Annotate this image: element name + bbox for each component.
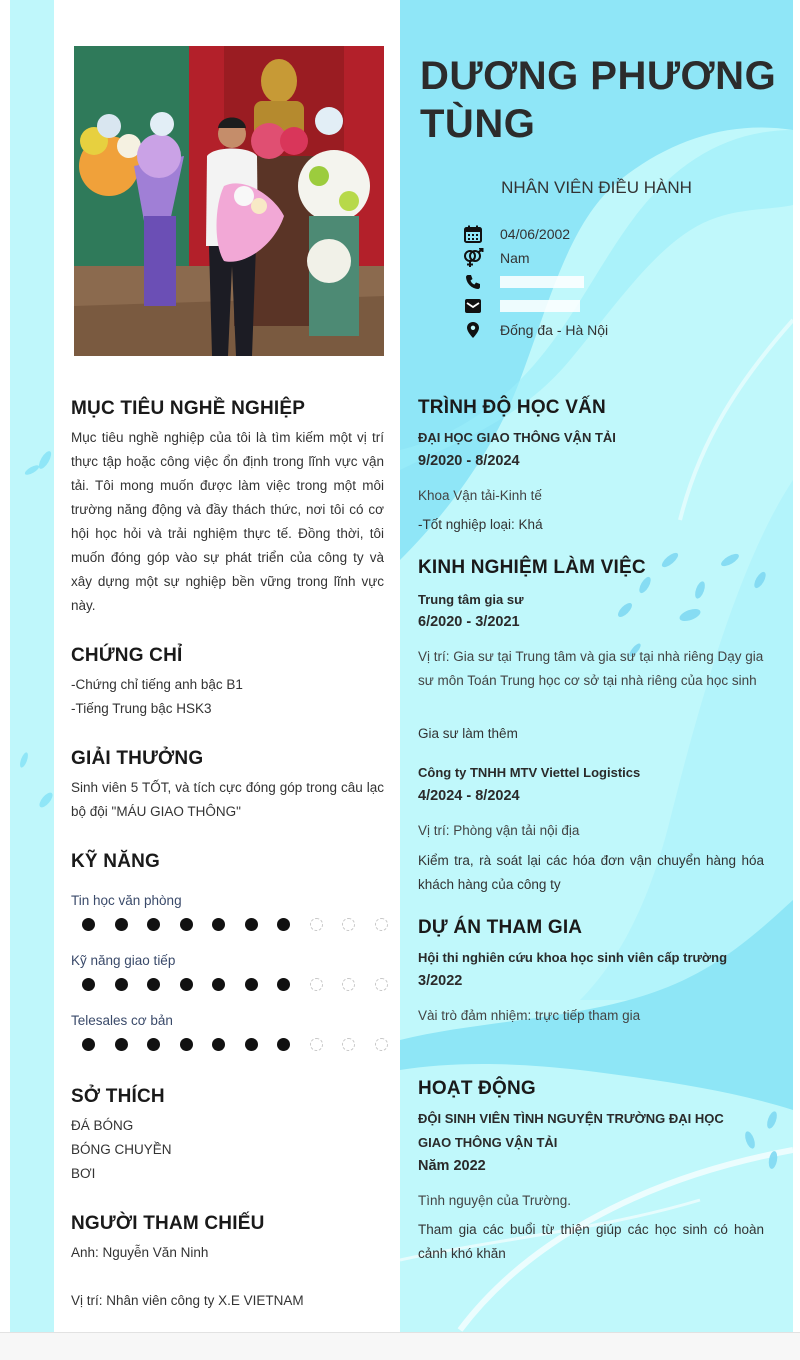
address-value: Đống đa - Hà Nội: [500, 322, 609, 338]
gender-row: [462, 246, 608, 270]
skill-dot-empty: [342, 1038, 355, 1051]
activities-title: HOẠT ĐỘNG: [418, 1078, 536, 1099]
skill-dot-filled: [115, 1038, 128, 1051]
profile-photo: [74, 46, 384, 356]
email-redacted: [500, 300, 580, 312]
skills-title: KỸ NĂNG: [71, 851, 161, 872]
project-period: 3/2022: [418, 973, 463, 989]
hobby-item: BƠI: [71, 1166, 96, 1181]
hobbies-title: SỞ THÍCH: [71, 1086, 165, 1107]
calendar-icon: [462, 224, 484, 244]
skill-dot-filled: [147, 918, 160, 931]
name-line-1: DƯƠNG PHƯƠNG: [420, 54, 777, 98]
address-row: [462, 318, 608, 342]
email-row: [462, 294, 608, 318]
skill-dot-filled: [82, 978, 95, 991]
activity-role: Tình nguyện của Trường.: [418, 1193, 571, 1208]
objective-title: MỤC TIÊU NGHỀ NGHIỆP: [71, 398, 306, 419]
skill-dot-filled: [147, 978, 160, 991]
skill-dot-empty: [342, 918, 355, 931]
experience-role: Vị trí: Phòng vận tải nội địa: [418, 823, 580, 838]
location-pin-icon: [462, 320, 484, 340]
reference-name: Anh: Nguyễn Văn Ninh: [71, 1245, 209, 1260]
education-period: 9/2020 - 8/2024: [418, 453, 520, 469]
activity-org: GIAO THÔNG VẬN TẢI: [418, 1135, 558, 1150]
hobby-item: BÓNG CHUYỀN: [71, 1142, 172, 1157]
reference-title: NGƯỜI THAM CHIẾU: [71, 1213, 265, 1234]
experience-period: 6/2020 - 3/2021: [418, 614, 520, 630]
skill-dot-filled: [277, 918, 290, 931]
page-bottom-edge: [0, 1332, 800, 1360]
profile-photo-image: [74, 46, 384, 356]
certificate-item: -Tiếng Trung bậc HSK3: [71, 701, 212, 716]
skill-dot-empty: [310, 978, 323, 991]
phone-icon: [462, 272, 484, 292]
experience-period: 4/2024 - 8/2024: [418, 788, 520, 804]
gender-icon: [462, 248, 484, 268]
skill-dot-filled: [245, 918, 258, 931]
skill-dot-filled: [82, 1038, 95, 1051]
skill-dot-filled: [245, 1038, 258, 1051]
activity-period: Năm 2022: [418, 1158, 486, 1174]
email-icon: [462, 296, 484, 316]
birthday-value: 04/06/2002: [500, 226, 571, 242]
skill-dot-filled: [180, 918, 193, 931]
education-faculty: Khoa Vận tải-Kinh tế: [418, 488, 542, 503]
gender-value: Nam: [500, 250, 530, 266]
reference-position: Vị trí: Nhân viên công ty X.E VIETNAM: [71, 1293, 304, 1308]
skill-dot-filled: [180, 1038, 193, 1051]
certificate-item: -Chứng chỉ tiếng anh bậc B1: [71, 677, 243, 692]
skill-label: Tin học văn phòng: [71, 893, 182, 908]
skill-dot-empty: [375, 918, 388, 931]
education-title: TRÌNH ĐỘ HỌC VẤN: [418, 397, 606, 418]
hobby-item: ĐÁ BÓNG: [71, 1118, 134, 1133]
experience-desc: Kiểm tra, rà soát lại các hóa đơn vận chuyển hàng hóa khách hàng của công ty: [418, 853, 764, 892]
candidate-name: [420, 52, 790, 148]
project-role: Vài trò đảm nhiệm: trực tiếp tham gia: [418, 1008, 641, 1023]
skill-dot-empty: [375, 1038, 388, 1051]
skill-dot-filled: [82, 918, 95, 931]
skill-dot-filled: [212, 1038, 225, 1051]
skill-label: Telesales cơ bản: [71, 1013, 173, 1028]
skill-dot-filled: [245, 978, 258, 991]
leaf-decor: [10, 440, 54, 840]
skill-label: Kỹ năng giao tiếp: [71, 953, 176, 968]
education-school: ĐẠI HỌC GIAO THÔNG VẬN TẢI: [418, 430, 616, 445]
experience-company: Trung tâm gia sư: [418, 592, 524, 607]
experience-desc: Gia sư làm thêm: [418, 726, 518, 741]
job-title: NHÂN VIÊN ĐIỀU HÀNH: [501, 178, 692, 197]
skill-dot-filled: [180, 978, 193, 991]
project-name: Hội thi nghiên cứu khoa học sinh viên cấp trường: [418, 950, 728, 965]
skill-dot-empty: [375, 978, 388, 991]
name-line-2: TÙNG: [420, 102, 536, 146]
skill-dot-empty: [310, 1038, 323, 1051]
phone-row: [462, 270, 608, 294]
phone-redacted: [500, 276, 584, 288]
activity-desc: Tham gia các buổi từ thiện giúp các học sinh có hoàn cảnh khó khăn: [418, 1222, 764, 1261]
skill-dot-filled: [277, 1038, 290, 1051]
projects-title: DỰ ÁN THAM GIA: [418, 917, 583, 938]
skill-dot-filled: [277, 978, 290, 991]
birthday-row: [462, 222, 608, 246]
experience-title: KINH NGHIỆM LÀM VIỆC: [418, 557, 646, 578]
skill-dot-filled: [147, 1038, 160, 1051]
skill-dot-filled: [212, 978, 225, 991]
experience-role: Vị trí: Gia sư tại Trung tâm và gia sư tại nhà riêng Dạy gia sư môn Toán Trung học cơ sở tại nhà riêng của học sinh: [418, 649, 764, 688]
skill-rating: [82, 918, 407, 931]
skill-dot-filled: [115, 918, 128, 931]
skill-dot-empty: [342, 978, 355, 991]
experience-company: Công ty TNHH MTV Viettel Logistics: [418, 765, 641, 780]
skill-dot-empty: [310, 918, 323, 931]
objective-text: Mục tiêu nghề nghiệp của tôi là tìm kiếm một vị trí thực tập hoặc công việc ổn định trong lĩnh vực vận tải. Tôi mong muốn được làm việc trong một môi trường năng động và đầy thách thức, nơi tôi có cơ hội học hỏi và trải nghiệm thực tế. Đồng thời, tôi muốn đóng góp vào sự phát triển của công ty và xây dựng một sự nghiệp bền vững trong lĩnh vực này.: [71, 430, 384, 613]
activity-org: ĐỘI SINH VIÊN TÌNH NGUYỆN TRƯỜNG ĐẠI HỌC: [418, 1111, 724, 1126]
skill-dot-filled: [212, 918, 225, 931]
education-grade: -Tốt nghiệp loại: Khá: [418, 517, 543, 532]
skill-rating: [82, 1038, 407, 1051]
awards-title: GIẢI THƯỞNG: [71, 748, 204, 769]
personal-info: [462, 222, 608, 342]
skill-rating: [82, 978, 407, 991]
awards-text: Sinh viên 5 TỐT, và tích cực đóng góp trong câu lạc bộ đội "MÁU GIAO THÔNG": [71, 780, 384, 819]
skill-dot-filled: [115, 978, 128, 991]
certificates-title: CHỨNG CHỈ: [71, 645, 183, 666]
